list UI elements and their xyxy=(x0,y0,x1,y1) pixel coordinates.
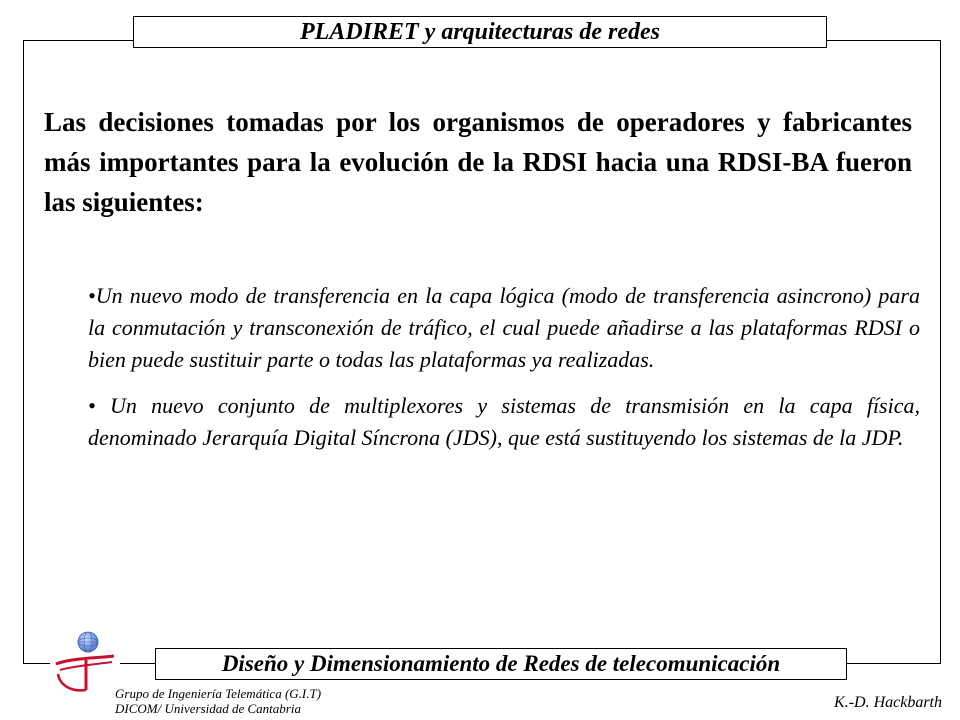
bullet-item-atm: •Un nuevo modo de transferencia en la capa lógica (modo de transferencia asincrono) para la conmutación y transconexión de tráfico, el cual puede añadirse a las plataformas RDSI o bien puede sustituir parte o todas las plataformas ya realizadas. xyxy=(88,283,920,372)
bullet-item-jds: • Un nuevo conjunto de multiplexores y sistemas de transmisión en la capa física, denominado Jerarquía Digital Síncrona (JDS), que está sustituyendo los sistemas de la JDP. xyxy=(88,393,920,450)
bullet-list xyxy=(88,280,920,468)
author-name: K.-D. Hackbarth xyxy=(834,694,942,711)
slide-title: PLADIRET y arquitecturas de redes xyxy=(133,16,827,48)
git-logo-icon xyxy=(50,630,120,694)
footer-title: Diseño y Dimensionamiento de Redes de telecomunicación xyxy=(155,648,847,680)
group-name: Grupo de Ingeniería Telemática (G.I.T) xyxy=(115,686,322,701)
group-credits xyxy=(115,686,321,716)
intro-paragraph: Las decisiones tomadas por los organismos de operadores y fabricantes más importantes para la evolución de la RDSI hacia una RDSI-BA fueron las siguientes: xyxy=(44,107,912,217)
university-name: DICOM/ Universidad de Cantabria xyxy=(115,701,301,716)
